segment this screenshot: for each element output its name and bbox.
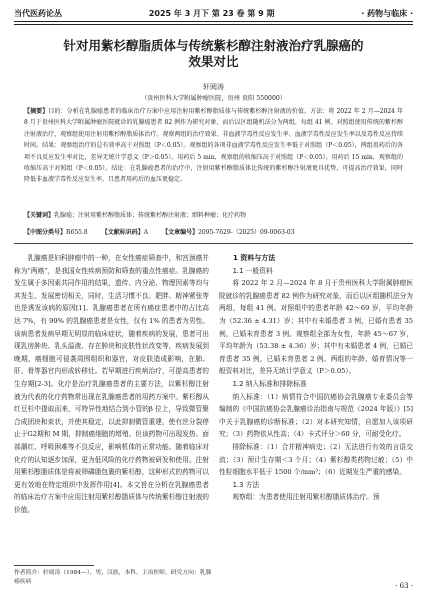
- title-line-2: 效果对比: [188, 54, 239, 69]
- doc-code-label: 【文献标识码】: [101, 228, 144, 236]
- issue-info: 2025 年 3 月下 第 23 卷 第 9 期: [148, 8, 275, 18]
- body-rule: [14, 243, 413, 244]
- article-no-label: 【文章编号】: [162, 228, 199, 236]
- classification-meta: [24, 225, 403, 237]
- page-number: · 63 ·: [395, 582, 413, 590]
- abstract-label: 【摘要】: [24, 108, 49, 115]
- doc-code-group: [102, 227, 148, 236]
- abstract-text: 目的：分析在乳腺癌患者的临床治疗方案中应用注射用紫杉醇脂质体与传统紫杉醇注射液的价值。方法：将 2022 年 2 月—2024 年 8 月于贵州医科大学附属肿瘤医院就诊的乳腺癌患者 82 例作为研究对象，而后以区组随机法分为两组，每组 41 例。对照组使用传统的紫杉醇注射液治疗，观察组使用注射用紫杉醇脂质体治疗。观察两组的治疗效果、非血液学毒性反应发生率、血液学毒性反应发生率以及毒性反应持续时间。结果：观察组治疗的总有效率高于对照组（P＜0.05）。观察组的各项非血液学毒性反应发生率低于对照组（P＜0.05），两组用药后的各项不良反应发生率对比，差异无统计学意义（P＞0.05）。用药后 5 min，观察组的收缩压高于对照组（P＜0.05）。用药后 15 min，观察组的收缩压高于对照组（P＜0.05）。结论：在乳腺癌患者的治疗中，注射用紫杉醇脂质体比传统的紫杉醇注射液更具优势，可提高治疗效果，同时降低非血液学毒性反应发生率，且患者用药后的血压更稳定。: [24, 108, 403, 184]
- subsection-heading-methods: 1.3 方法: [232, 480, 260, 489]
- left-column: [14, 252, 209, 516]
- keywords-label: 【关键词】: [24, 212, 55, 219]
- journal-name: 当代医药论丛: [14, 8, 62, 18]
- title-line-1: 针对用紫杉醇脂质体与传统紫杉醇注射液治疗乳腺癌的: [63, 38, 364, 53]
- clc-value: R655.8: [66, 228, 88, 236]
- clc-label: 【中图分类号】: [24, 228, 67, 236]
- column-name: · 药物与临床 ·: [361, 8, 413, 18]
- article-no-value: 2095-7629-（2025）09-0063-03: [198, 228, 295, 236]
- methods-paragraph: 观察组：为患者使用注射用紫杉醇脂质体治疗。预: [232, 493, 380, 502]
- article-no-group: [162, 227, 294, 236]
- right-column: [219, 252, 413, 504]
- clc-group: [24, 227, 88, 236]
- running-header: [14, 6, 413, 20]
- article-title: [14, 38, 413, 70]
- subsection-heading-general-data: 1.1 一般资料: [232, 266, 273, 275]
- affiliation: （贵州医科大学附属肿瘤医院，贵州 贵阳 550000）: [140, 95, 287, 102]
- section-heading-materials-methods: 1 资料与方法: [233, 254, 276, 262]
- doc-code-value: A: [143, 228, 149, 236]
- author-name: 轩阅涛: [203, 83, 224, 91]
- exclusion-criteria-paragraph: 排除标准：（1）合并精神病史；（2）无法进行有效的言语交流；（3）预计生存期＜3 个月；（4）紫杉醇类药物过敏；（5）中性粒细胞水平低于 1500 个/mm³；（6）近期发生严重的感染。: [219, 442, 413, 477]
- author-footnote: 作者简介：轩阅涛（1984—），男，汉族，本科，主治医师，研究方向：乳腺癌疾病: [14, 570, 212, 585]
- keywords-text: 乳腺癌；注射用紫杉醇脂质体；传统紫杉醇注射液；细料种瘤；化疗药物: [54, 212, 247, 219]
- general-data-paragraph: 将 2022 年 2 月—2024 年 8 月于贵州医科大学附属肿瘤医院就诊的乳腺癌患者 82 例作为研究对象，而后以区组随机法分为两组，每组 41 例。对照组中的患者年龄 42～69 岁，平均年龄为（52.36 ± 4.31）岁；其中有未婚患者 3 例，已婚有患者 35 例，已婚未育患者 3 例。观察组全部为女性，年龄 45～67 岁，平均年龄为（53.38 ± 4.36）岁；其中有未婚患者 4 例，已婚已育患者 35 例，已婚未育患者 2 例。两组的年龄、婚育情况等一般资料对比，差异无统计学意义（P＞0.05）。: [219, 279, 413, 376]
- header-rule: [14, 21, 413, 25]
- intro-paragraph: 乳腺癌是妇科肿瘤中的一种，在女性癌症筛查中，和宫颈癌并称为“两癌”，是我国女性疾病预防和筛查的重点性癌症。乳腺癌的发生属于多因素共同作用的结果，遗传、内分泌、物理因素等均与其发生、发展密切相关，同时，生活习惯不良、肥胖、精神紧张等也是诱发该病的原因[1]。乳腺癌患者在所有癌症患者中的占比高达 7%，有 99% 的乳腺癌患者是女性，仅有 1% 的患者为男性。该病患者发病早期无明显的临床症状，随着疾病的发展，患者可出现乳房肿块、乳头溢液、存在肿块和皮肤性状改变等，疾病发展到晚期，癌细胞可侵袭周围组织和器官，对皮肤造成影响，在肺、肝、骨等器官内形成转移灶。若早期进行疾病治疗，可提高患者的生存期[2-3]。化疗是治疗乳腺癌患者的主要方法，以紫杉醇注射液为代表的化疗药物常出现在乳腺癌患者的用药方案中。紫杉醇从红豆杉中提取而来，可特异性地结合到小管的β 位上，导致微管聚合成团块和束状，并使其稳定，以此抑制微管重建，使有丝分裂停止于G2期和 M 期，抑制癌细胞的增殖。但该药物可出现发热、面部潮红、呼吸困难等不良反应，影响机体的正常功能。随着临床对化疗的认知逐步加深，更为低风险的化疗药物被研发和使用。注射用紫杉醇脂质体是将被卵磷脂包裹的紫杉醇，这种形式的药物可以更有效地在特定组织中发挥作用[4]。本文旨在分析在乳腺癌患者的临床治疗方案中应用注射用紫杉醇脂质体与传统紫杉醇注射液的价值。: [14, 254, 209, 514]
- footnote-rule: [14, 565, 94, 566]
- subsection-heading-criteria: 1.2 纳入标准和排除标准: [232, 379, 307, 388]
- keywords: [24, 211, 403, 221]
- inclusion-criteria-paragraph: 纳入标准：（1）病情符合中国抗癌协会乳腺癌专业委员会等编制的《中国抗癌协会乳腺癌诊治指南与规范（2024 年版）》[5] 中关于乳腺癌的诊断标准；（2）对本研究知情，自愿加入该项研究；（3）药物依从性高；（4）卡式评分＞60 分，可耐受化疗。: [219, 392, 413, 439]
- abstract: [24, 106, 403, 186]
